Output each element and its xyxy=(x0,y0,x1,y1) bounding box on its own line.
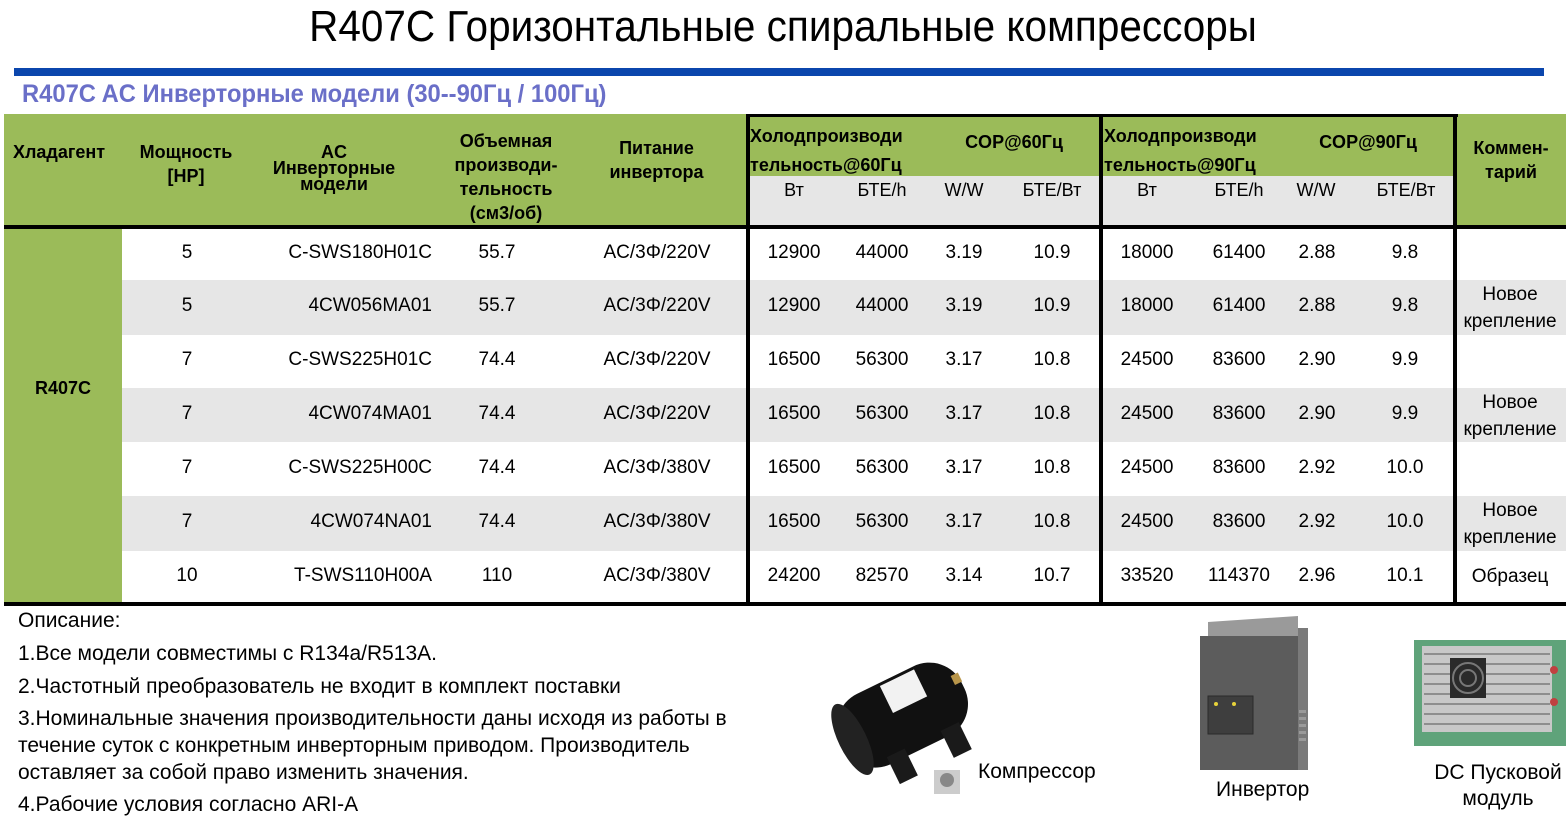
cell-btuh90: 83600 xyxy=(1212,349,1266,370)
cell-supply: AC/3Φ/220V xyxy=(603,295,711,316)
cell-ww60: 3.14 xyxy=(945,565,983,586)
header-displacement-l3: тельность xyxy=(459,179,553,199)
title-divider xyxy=(14,68,1544,76)
header-power xyxy=(122,144,250,185)
cell-btuh90: 83600 xyxy=(1212,403,1266,424)
cell-w60: 24200 xyxy=(767,565,821,586)
cell-comment-l2: крепление xyxy=(1463,311,1557,332)
cell-btuh60: 44000 xyxy=(855,295,909,316)
cell-model: 4CW074NA01 xyxy=(310,511,432,532)
cell-btuh90: 61400 xyxy=(1212,295,1266,316)
header-bottom-border xyxy=(4,225,1566,229)
cell-comment-l1: Новое xyxy=(1482,392,1538,413)
cell-w90: 24500 xyxy=(1120,403,1174,424)
cell-supply: AC/3Φ/220V xyxy=(603,242,711,263)
group-divider-border xyxy=(1099,114,1103,606)
cell-ww90: 2.92 xyxy=(1298,511,1336,532)
cell-w60: 12900 xyxy=(767,295,821,316)
cell-btuh90: 83600 xyxy=(1212,511,1266,532)
description-item-3-l1: 3.Номинальные значения производительности даны исходя из работы в xyxy=(18,707,727,730)
cell-supply: AC/3Φ/220V xyxy=(603,349,711,370)
header-power-l2: [HP] xyxy=(167,166,205,186)
cell-ww60: 3.17 xyxy=(945,349,983,370)
header-model-l2: Инверторные xyxy=(272,158,396,178)
cell-btuw60: 10.8 xyxy=(1033,349,1071,370)
header-supply-l1: Питание xyxy=(619,138,694,158)
header-cop-90hz: COP@90Гц xyxy=(1319,132,1417,152)
description xyxy=(18,606,818,820)
refrigerant-cell xyxy=(4,228,122,604)
cell-btuw60: 10.7 xyxy=(1033,565,1071,586)
cell-model: C-SWS225H00C xyxy=(288,457,432,478)
cell-w60: 16500 xyxy=(767,457,821,478)
description-item-4: 4.Рабочие условия согласно ARI-A xyxy=(18,793,359,816)
cell-btuh60: 56300 xyxy=(855,349,909,370)
header-cap60-l1: Холодпроизводи xyxy=(750,126,903,146)
cell-w90: 24500 xyxy=(1120,457,1174,478)
cell-displacement: 110 xyxy=(481,565,513,586)
dc-module-label xyxy=(1430,760,1566,812)
cell-displacement: 74.4 xyxy=(478,511,516,532)
cell-w90: 33520 xyxy=(1120,565,1174,586)
compressor-label: Компрессор xyxy=(978,760,1096,783)
cell-btuw60: 10.8 xyxy=(1033,457,1071,478)
table-row xyxy=(122,442,1566,496)
cell-supply: AC/3Φ/380V xyxy=(603,457,711,478)
header-displacement-l2: производи- xyxy=(454,155,558,175)
header-capacity-90hz xyxy=(1104,122,1284,180)
cell-ww90: 2.96 xyxy=(1298,565,1336,586)
cell-w90: 24500 xyxy=(1120,349,1174,370)
header-displacement xyxy=(436,129,576,225)
cell-supply: AC/3Φ/380V xyxy=(603,565,711,586)
cell-model: 4CW074MA01 xyxy=(308,403,432,424)
description-item-3 xyxy=(18,705,818,786)
group-60hz-left-border xyxy=(746,114,750,606)
unit-btuh-60: БТЕ/h xyxy=(857,180,907,200)
table-header xyxy=(4,114,1566,226)
cell-comment-l1: Новое xyxy=(1482,500,1538,521)
cell-btuh60: 44000 xyxy=(855,242,909,263)
cell-btuw90: 10.0 xyxy=(1386,457,1424,478)
cell-hp: 7 xyxy=(181,511,193,532)
compressor-image xyxy=(826,622,976,814)
header-comment-l2: тарий xyxy=(1485,162,1537,182)
cell-w90: 18000 xyxy=(1120,295,1174,316)
dc-module-image xyxy=(1414,640,1566,746)
cell-btuh60: 56300 xyxy=(855,403,909,424)
cell-ww60: 3.17 xyxy=(945,457,983,478)
cell-w60: 16500 xyxy=(767,511,821,532)
header-cop-60hz: COP@60Гц xyxy=(965,132,1063,152)
cell-btuh60: 82570 xyxy=(855,565,909,586)
header-comment-l1: Коммен- xyxy=(1473,138,1549,158)
header-cap90-l1: Холодпроизводи xyxy=(1104,126,1257,146)
cell-ww60: 3.17 xyxy=(945,511,983,532)
unit-w-90: Вт xyxy=(1137,180,1157,200)
header-power-l1: Мощность xyxy=(139,142,233,162)
cell-btuh60: 56300 xyxy=(855,457,909,478)
header-refrigerant: Хладагент xyxy=(12,142,106,162)
dc-module-label-l1: DC Пусковой xyxy=(1434,761,1562,784)
cell-model: 4CW056MA01 xyxy=(308,295,432,316)
cell-ww90: 2.88 xyxy=(1298,242,1336,263)
header-model-l1: AC xyxy=(321,142,347,162)
unit-btuw-90: БТЕ/Вт xyxy=(1376,180,1436,200)
cell-btuw90: 9.8 xyxy=(1391,295,1419,316)
cell-displacement: 74.4 xyxy=(478,349,516,370)
table-row xyxy=(122,551,1566,604)
cell-ww60: 3.19 xyxy=(945,242,983,263)
cell-btuw60: 10.9 xyxy=(1033,242,1071,263)
cell-btuw90: 9.8 xyxy=(1391,242,1419,263)
cell-btuw90: 10.0 xyxy=(1386,511,1424,532)
cell-ww90: 2.92 xyxy=(1298,457,1336,478)
cell-displacement: 55.7 xyxy=(478,242,516,263)
cell-w60: 16500 xyxy=(767,349,821,370)
cell-btuw60: 10.8 xyxy=(1033,403,1071,424)
header-cap90-l2: тельность@90Гц xyxy=(1104,155,1256,175)
refrigerant-value: R407C xyxy=(34,378,92,398)
header-supply-l2: инвертора xyxy=(609,162,704,182)
cell-hp: 7 xyxy=(181,403,193,424)
cell-model: C-SWS180H01C xyxy=(288,242,432,263)
description-item-2: 2.Частотный преобразователь не входит в комплект поставки xyxy=(18,675,621,698)
cell-comment-l2: крепление xyxy=(1463,527,1557,548)
header-capacity-60hz xyxy=(750,122,930,180)
description-heading: Описание: xyxy=(18,609,121,632)
cell-model: T-SWS110H00A xyxy=(294,565,432,586)
cell-btuw90: 10.1 xyxy=(1386,565,1424,586)
section-subtitle: R407C AC Инверторные модели (30--90Гц / 100Гц) xyxy=(22,80,607,108)
dc-module-label-l2: модуль xyxy=(1462,787,1534,810)
inverter-label: Инвертор xyxy=(1216,778,1310,801)
table-row xyxy=(122,228,1566,280)
cell-supply: AC/3Φ/380V xyxy=(603,511,711,532)
cell-hp: 5 xyxy=(181,242,193,263)
table-row xyxy=(122,496,1566,551)
description-item-1: 1.Все модели совместимы с R134a/R513A. xyxy=(18,642,438,665)
cell-comment-l1: Новое xyxy=(1482,284,1538,305)
cell-ww90: 2.90 xyxy=(1298,349,1336,370)
page-title: R407C Горизонтальные спиральные компрессоры xyxy=(309,2,1257,51)
unit-btuw-60: БТЕ/Вт xyxy=(1022,180,1082,200)
cell-btuw90: 9.9 xyxy=(1391,349,1419,370)
header-displacement-l4: (см3/об) xyxy=(469,203,543,223)
header-displacement-l1: Объемная xyxy=(459,131,553,151)
cell-comment: Образец xyxy=(1471,566,1549,587)
cell-comment xyxy=(1454,389,1566,443)
cell-ww90: 2.88 xyxy=(1298,295,1336,316)
cell-displacement: 74.4 xyxy=(478,457,516,478)
unit-ww-60: W/W xyxy=(944,180,984,200)
description-item-3-l2: течение суток с конкретным инверторным приводом. Производитель xyxy=(18,734,690,757)
header-model xyxy=(254,144,414,192)
header-supply xyxy=(589,136,724,184)
header-model-l3: модели xyxy=(300,174,368,194)
cell-comment xyxy=(1454,497,1566,551)
cell-btuw60: 10.8 xyxy=(1033,511,1071,532)
unit-w-60: Вт xyxy=(784,180,804,200)
cell-ww60: 3.19 xyxy=(945,295,983,316)
inverter-image xyxy=(1198,614,1310,772)
cell-btuw60: 10.9 xyxy=(1033,295,1071,316)
cell-ww90: 2.90 xyxy=(1298,403,1336,424)
cell-w60: 12900 xyxy=(767,242,821,263)
cell-btuw90: 9.9 xyxy=(1391,403,1419,424)
cell-hp: 5 xyxy=(181,295,193,316)
table-row xyxy=(122,280,1566,335)
header-comment xyxy=(1456,136,1566,184)
cell-comment-l2: крепление xyxy=(1463,419,1557,440)
cell-btuh90: 83600 xyxy=(1212,457,1266,478)
cell-w90: 24500 xyxy=(1120,511,1174,532)
cell-btuh60: 56300 xyxy=(855,511,909,532)
cell-displacement: 74.4 xyxy=(478,403,516,424)
cell-comment xyxy=(1454,281,1566,335)
header-cap60-l2: тельность@60Гц xyxy=(750,155,902,175)
cell-model: C-SWS225H01C xyxy=(288,349,432,370)
cell-w60: 16500 xyxy=(767,403,821,424)
group-90hz-right-border xyxy=(1453,114,1457,606)
cell-w90: 18000 xyxy=(1120,242,1174,263)
unit-btuh-90: БТЕ/h xyxy=(1214,180,1264,200)
description-item-3-l3: оставляет за собой право изменить значения. xyxy=(18,761,469,784)
unit-ww-90: W/W xyxy=(1296,180,1336,200)
cell-ww60: 3.17 xyxy=(945,403,983,424)
cell-hp: 7 xyxy=(181,457,193,478)
cell-btuh90: 61400 xyxy=(1212,242,1266,263)
cell-btuh90: 114370 xyxy=(1208,565,1270,586)
table-row xyxy=(122,388,1566,442)
cell-supply: AC/3Φ/220V xyxy=(603,403,711,424)
table-row xyxy=(122,335,1566,388)
cell-hp: 7 xyxy=(181,349,193,370)
cell-hp: 10 xyxy=(176,565,198,586)
cell-displacement: 55.7 xyxy=(478,295,516,316)
